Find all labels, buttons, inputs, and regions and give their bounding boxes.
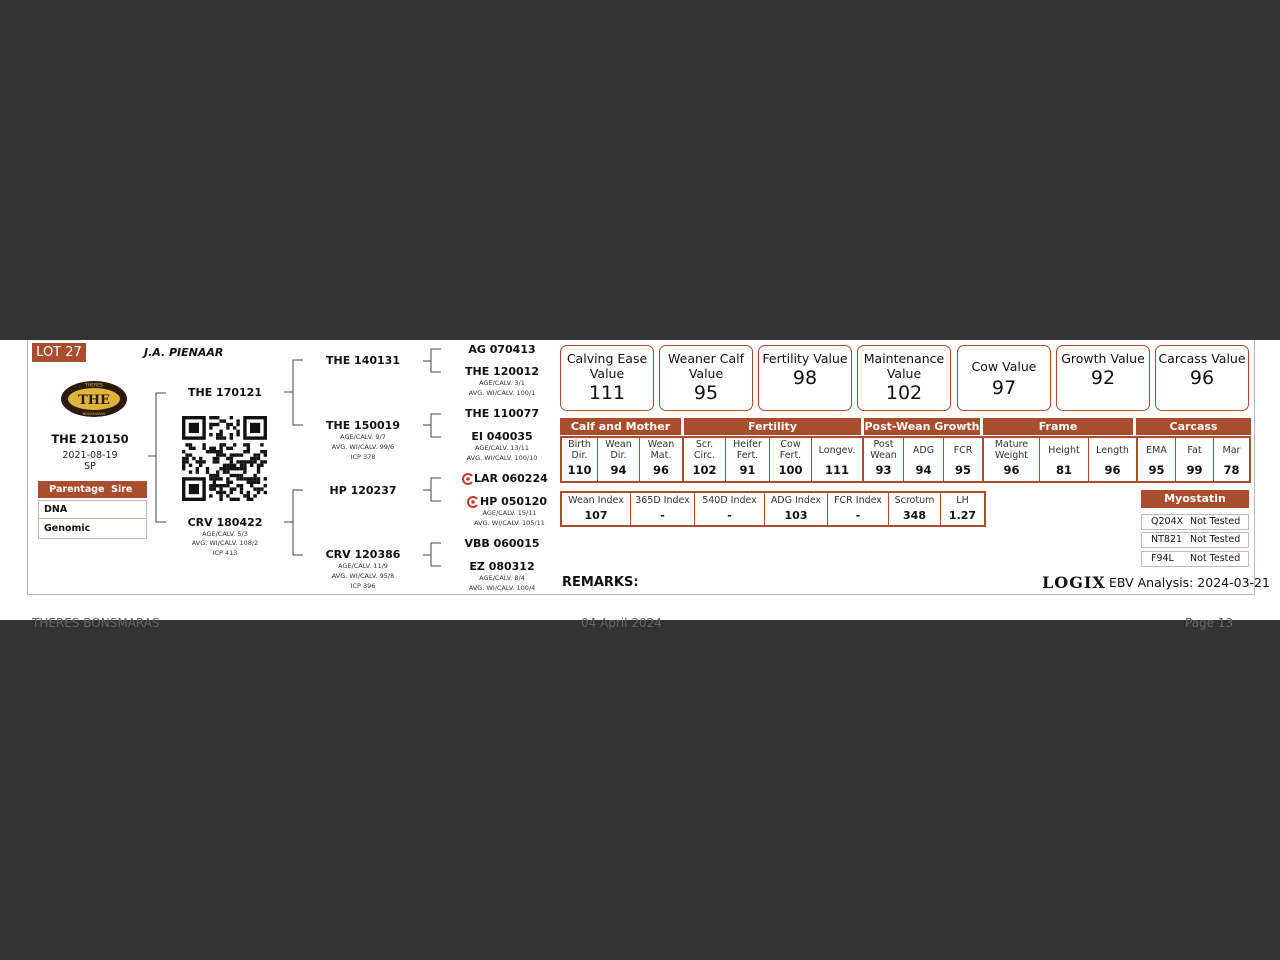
ebv-label: Birth Dir. [568,439,591,461]
myostatin-row [1141,514,1249,530]
index-value: - [855,509,861,522]
ebv-cell [1138,438,1176,481]
ebv-label: Wean Mat. [647,439,675,461]
ebv-label: EMA [1146,444,1167,456]
index-cell [765,493,828,525]
ebv-value: 96 [1003,463,1020,477]
value-label: Cow Value [971,359,1037,374]
pedigree-ddd-age: AGE/CALV. 8/4 [479,574,525,582]
ebv-cell [1089,438,1138,481]
section-header-carcass: Carcass [1136,418,1251,435]
animal-code: SP [84,461,96,472]
ebv-value: 91 [739,463,756,477]
pedigree-ddd-avg: AVG. WI/CALV. 100/4 [468,584,536,592]
pedigree-sd-icp: ICP 378 [350,453,376,461]
ebv-label: Cow Fert. [779,439,802,461]
index-cell [889,493,941,525]
ebv-label: Wean Dir. [605,439,632,461]
pedigree-ss: THE 140131 [326,354,400,367]
value-box-fertility [758,345,852,411]
myostatin-header: Myostatin [1141,490,1249,508]
pedigree-dss: LAR 060224 [474,472,548,485]
index-label: Wean Index [568,495,624,506]
lot-badge: LOT 27 [32,343,86,362]
ebv-label: Height [1048,444,1080,456]
pedigree-sdd: EI 040035 [471,430,533,443]
ebv-value: 81 [1055,463,1072,477]
pedigree-sdd-age: AGE/CALV. 13/11 [474,444,530,452]
pedigree-ddd: EZ 080312 [469,560,535,573]
ebv-label: Heifer Fert. [733,439,762,461]
index-value: 1.27 [948,509,977,522]
index-cell [941,493,984,525]
index-label: 365D Index [635,495,690,506]
registered-mark-icon [462,473,474,485]
index-label: ADG Index [770,495,822,506]
ebv-cell [864,438,904,481]
pedigree-sds: THE 110077 [465,407,539,420]
ebv-label: Mar [1222,444,1241,456]
logo-bottom-text: BONSMARAS [82,412,106,416]
parentage-row-dna: DNA [39,501,146,519]
ebv-value: 94 [610,463,627,477]
value-label: Maintenance Value [863,351,945,381]
value-box-calving-ease [560,345,654,411]
analysis-date: EBV Analysis: 2024-03-21 [1109,575,1270,590]
animal-dob: 2021-08-19 [62,450,118,461]
myostatin-result: Not Tested [1190,553,1241,564]
index-cell [828,493,889,525]
ebv-cell [726,438,770,481]
index-cell [631,493,695,525]
index-label: Scrotum [894,495,935,506]
ebv-cell [1214,438,1249,481]
pedigree-ssd-avg: AVG. WI/CALV. 100/1 [468,389,536,397]
ebv-label: Post Wean [870,439,897,461]
footer-left: THERES BONSMARAS [32,616,160,630]
pedigree-dd: CRV 120386 [325,548,401,561]
animal-id: THE 210150 [51,432,129,446]
value-label: Carcass Value [1158,351,1246,366]
footer-center: 04 April 2024 [581,616,662,630]
pedigree-dam-age: AGE/CALV. 5/3 [202,530,248,538]
value-label: Fertility Value [762,351,848,366]
ebv-table [560,436,1251,483]
ebv-value: 93 [875,463,892,477]
value-number: 97 [991,377,1017,399]
pedigree-sire: THE 170121 [188,386,262,399]
remarks-label: REMARKS: [562,575,639,590]
pedigree-sdd-avg: AVG. WI/CALV. 100/10 [466,454,538,462]
value-number: 102 [885,382,923,404]
index-label: LH [956,495,969,506]
value-number: 96 [1189,367,1215,389]
parentage-row-genomic: Genomic [44,523,91,534]
ebv-value: 102 [692,463,717,477]
index-value: 107 [584,509,608,522]
parentage-sire: Sire [111,484,133,495]
ebv-cell [598,438,640,481]
section-header-fertility: Fertility [684,418,861,435]
index-value: - [660,509,665,522]
ebv-label: Length [1096,444,1129,456]
value-box-cow [957,345,1051,411]
ebv-value: 111 [824,463,849,477]
value-number: 111 [588,382,626,404]
myostatin-result: Not Tested [1190,516,1241,527]
ebv-cell [812,438,864,481]
ebv-value: 78 [1223,463,1240,477]
ebv-value: 96 [652,463,669,477]
ebv-cell [904,438,944,481]
section-header-post-wean-growth: Post-Wean Growth [864,420,980,433]
pedigree-dsd: HP 050120 [480,495,548,508]
ebv-value: 95 [954,463,971,477]
pedigree-dd-icp: ICP 396 [350,582,376,590]
ebv-label: FCR [953,444,973,456]
ebv-cell [640,438,684,481]
ebv-cell [1040,438,1089,481]
myostatin-row [1141,532,1249,548]
registered-mark-icon [467,496,479,508]
parentage-title: Parentage [49,484,105,495]
ebv-label: Longev. [818,444,856,456]
pedigree-dd-avg: AVG. WI/CALV. 95/8 [331,572,395,580]
ebv-label: Mature Weight [994,439,1029,461]
ebv-cell [770,438,812,481]
value-box-maintenance [857,345,951,411]
pedigree-dam: CRV 180422 [187,516,263,529]
pedigree-dam-icp: ICP 413 [212,549,238,557]
index-value: 348 [903,509,926,522]
ebv-cell [684,438,726,481]
myostatin-row [1141,551,1249,567]
pedigree-sss: AG 070413 [468,343,536,356]
index-table [560,491,986,527]
logo-top-text: THERES [85,383,103,389]
breeder-name: J.A. PIENAAR [144,346,224,359]
value-label: Growth Value [1061,351,1145,366]
ebv-value: 100 [778,463,803,477]
section-header-calf-and-mother: Calf and Mother [560,418,681,435]
pedigree-ds: HP 120237 [329,484,397,497]
pedigree-dsd-avg: AVG. WI/CALV. 105/11 [474,519,545,527]
value-label: Weaner Calf Value [668,351,744,381]
value-number: 95 [693,382,719,404]
pedigree-ssd-age: AGE/CALV. 3/1 [479,379,525,387]
index-cell [695,493,765,525]
parentage-dam: Dam [80,501,105,512]
ebv-value: 94 [915,463,932,477]
myostatin-gene: NT821 [1151,534,1183,545]
value-box-carcass [1155,345,1249,411]
ebv-value: 95 [1148,463,1165,477]
value-box-weaner-calf [659,345,753,411]
catalog-page [0,340,1280,630]
ebv-label: Scr. Circ. [693,439,716,461]
pedigree-dam-avg: AVG. WI/CALV. 108/2 [191,539,259,547]
ebv-cell [1176,438,1214,481]
index-cell [562,493,631,525]
index-value: 103 [784,509,808,522]
pedigree-sd: THE 150019 [326,419,400,432]
ebv-label: Fat [1187,444,1202,456]
pedigree-dds: VBB 060015 [464,537,540,550]
pedigree-sd-age: AGE/CALV. 9/7 [340,433,386,441]
myostatin-result: Not Tested [1190,534,1241,545]
myostatin-gene: Q204X [1151,516,1184,527]
pedigree-sd-avg: AVG. WI/CALV. 99/6 [331,443,395,451]
footer-right: Page 13 [1185,616,1234,630]
ebv-value: 99 [1186,463,1203,477]
value-number: 92 [1090,367,1116,389]
value-label: Calving Ease Value [566,351,648,381]
pedigree-dd-age: AGE/CALV. 11/9 [338,562,388,570]
pedigree-dsd-age: AGE/CALV. 15/11 [482,509,537,517]
logix-logo: LOGIX [1042,573,1106,592]
index-value: - [727,509,732,522]
ebv-cell [562,438,598,481]
index-label: FCR Index [834,495,882,506]
logo-main-text: THE [78,393,110,408]
ebv-value: 96 [1104,463,1121,477]
value-number: 98 [792,367,818,389]
value-box-growth [1056,345,1150,411]
pedigree-ssd: THE 120012 [465,365,539,378]
ebv-cell [944,438,984,481]
ebv-label: ADG [912,444,935,456]
index-label: 540D Index [702,495,757,506]
ebv-cell [984,438,1040,481]
ebv-value: 110 [567,463,592,477]
myostatin-gene: F94L [1151,553,1174,564]
section-header-frame: Frame [983,418,1133,435]
